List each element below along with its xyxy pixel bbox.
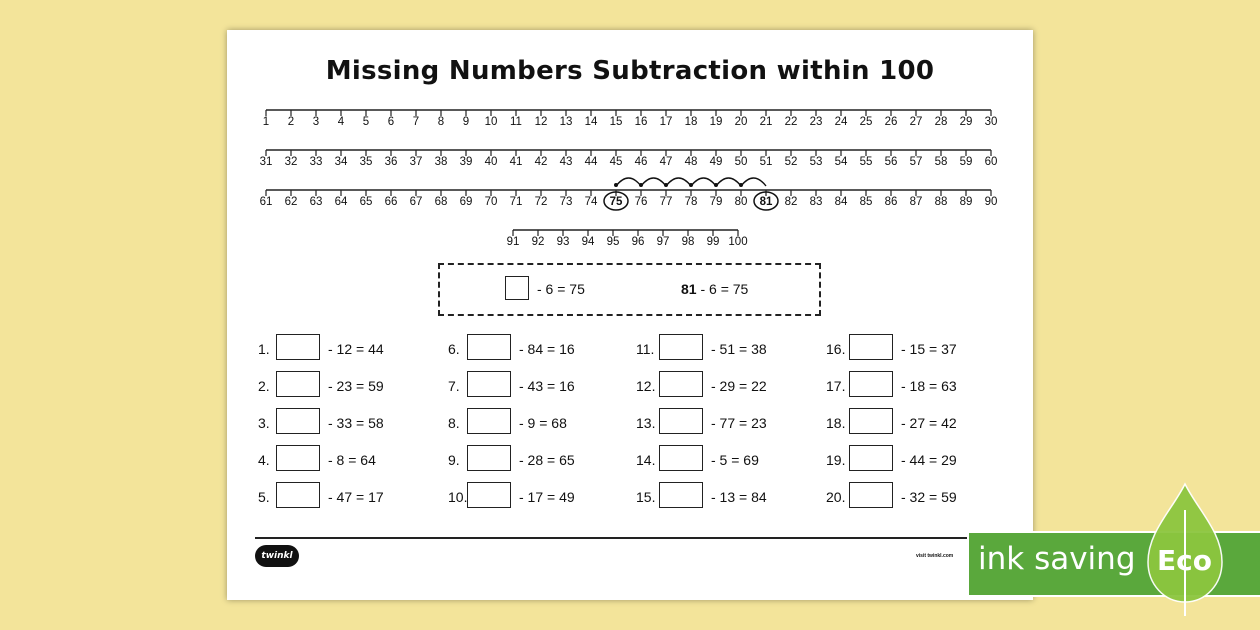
question-number: 17. (826, 378, 846, 394)
footer-divider (255, 537, 993, 539)
number-line-label: 2 (287, 116, 295, 128)
number-line-label: 44 (584, 156, 598, 168)
question-number: 3. (258, 415, 270, 431)
example-solution (681, 281, 748, 297)
answer-box[interactable] (659, 408, 703, 434)
question-equation: - 15 = 37 (901, 341, 957, 357)
hop-arrow (689, 183, 693, 187)
number-line-label: 7 (412, 116, 420, 128)
question-equation: - 8 = 64 (328, 452, 376, 468)
answer-box[interactable] (467, 371, 511, 397)
hop-arrow (739, 183, 743, 187)
number-line-label: 15 (609, 116, 623, 128)
number-line-label: 82 (784, 196, 798, 208)
footer-url: visit twinkl.com (916, 553, 954, 559)
question-equation: - 5 = 69 (711, 452, 759, 468)
number-line-label: 100 (728, 236, 748, 248)
number-line-label: 35 (359, 156, 373, 168)
number-line-label: 1 (262, 116, 270, 128)
number-line-label: 51 (759, 156, 773, 168)
answer-box[interactable] (659, 482, 703, 508)
question-number: 16. (826, 341, 846, 357)
number-line-label: 48 (684, 156, 698, 168)
answer-box[interactable] (659, 445, 703, 471)
worksheet-title: Missing Numbers Subtraction within 100 (325, 56, 935, 86)
hop-arc (616, 178, 641, 186)
answer-box[interactable] (276, 445, 320, 471)
answer-box[interactable] (849, 371, 893, 397)
number-line-label: 64 (334, 196, 348, 208)
question-number: 12. (636, 378, 656, 394)
question-equation: - 47 = 17 (328, 489, 384, 505)
number-line-label: 11 (510, 116, 522, 128)
question-equation: - 44 = 29 (901, 452, 957, 468)
answer-box[interactable] (467, 482, 511, 508)
example-solution-equation: - 6 = 75 (696, 281, 749, 297)
number-line-label: 76 (634, 196, 648, 208)
number-line-label: 84 (834, 196, 848, 208)
number-line-label: 10 (484, 116, 498, 128)
question-equation: - 32 = 59 (901, 489, 957, 505)
number-line-label: 13 (559, 116, 573, 128)
number-line-label: 81 (759, 196, 773, 208)
number-line-label: 33 (309, 156, 323, 168)
hop-arrow (639, 183, 643, 187)
answer-box[interactable] (849, 482, 893, 508)
number-line-label: 57 (909, 156, 923, 168)
hop-arrow (664, 183, 668, 187)
question-equation: - 17 = 49 (519, 489, 575, 505)
question-equation: - 33 = 58 (328, 415, 384, 431)
question-number: 5. (258, 489, 270, 505)
number-line-label: 78 (684, 196, 698, 208)
number-line-label: 85 (859, 196, 873, 208)
example-box (438, 263, 821, 316)
number-line-label: 40 (484, 156, 498, 168)
number-line-label: 66 (384, 196, 398, 208)
number-line-label: 12 (534, 116, 548, 128)
number-line-label: 53 (809, 156, 823, 168)
question-number: 14. (636, 452, 656, 468)
number-line-label: 67 (409, 196, 423, 208)
number-line-label: 17 (659, 116, 673, 128)
number-line-label: 75 (609, 196, 623, 208)
number-line-label: 20 (734, 116, 748, 128)
answer-box[interactable] (659, 371, 703, 397)
number-line-label: 46 (634, 156, 648, 168)
answer-box[interactable] (849, 445, 893, 471)
number-line-label: 60 (984, 156, 998, 168)
hop-arc (716, 178, 741, 186)
answer-box[interactable] (276, 371, 320, 397)
number-line-label: 56 (884, 156, 898, 168)
number-line-label: 21 (759, 116, 773, 128)
question-equation: - 27 = 42 (901, 415, 957, 431)
question-equation: - 43 = 16 (519, 378, 575, 394)
answer-box[interactable] (467, 334, 511, 360)
number-line-label: 72 (534, 196, 548, 208)
example-answer-box[interactable] (505, 276, 529, 300)
answer-box[interactable] (276, 334, 320, 360)
number-line-label: 34 (334, 156, 348, 168)
question-equation: - 13 = 84 (711, 489, 767, 505)
number-line-label: 94 (581, 236, 595, 248)
number-line-label: 54 (834, 156, 848, 168)
number-line-label: 99 (706, 236, 720, 248)
answer-box[interactable] (659, 334, 703, 360)
hop-arrow (714, 183, 718, 187)
number-line-label: 69 (459, 196, 473, 208)
number-line-label: 88 (934, 196, 948, 208)
number-line-label: 55 (859, 156, 873, 168)
number-line-label: 19 (709, 116, 723, 128)
question-number: 20. (826, 489, 846, 505)
question-equation: - 28 = 65 (519, 452, 575, 468)
number-line-label: 41 (509, 156, 523, 168)
number-line-label: 86 (884, 196, 898, 208)
number-line-label: 36 (384, 156, 398, 168)
number-line-label: 14 (584, 116, 598, 128)
question-equation: - 12 = 44 (328, 341, 384, 357)
answer-box[interactable] (849, 408, 893, 434)
answer-box[interactable] (849, 334, 893, 360)
question-number: 19. (826, 452, 846, 468)
eco-banner-text: ink saving (978, 541, 1136, 577)
question-number: 2. (258, 378, 270, 394)
question-number: 13. (636, 415, 656, 431)
number-line-label: 30 (984, 116, 998, 128)
example-equation: - 6 = 75 (537, 281, 585, 297)
number-line-label: 74 (584, 196, 598, 208)
number-line-label: 29 (959, 116, 973, 128)
question-number: 7. (448, 378, 460, 394)
question-equation: - 51 = 38 (711, 341, 767, 357)
number-line-label: 61 (259, 196, 273, 208)
number-line-label: 89 (959, 196, 973, 208)
hop-arc (666, 178, 691, 186)
number-line-label: 49 (709, 156, 723, 168)
number-line-label: 83 (809, 196, 823, 208)
number-line-label: 45 (609, 156, 623, 168)
number-line-label: 32 (284, 156, 298, 168)
number-line-label: 47 (659, 156, 673, 168)
number-line-label: 43 (559, 156, 573, 168)
question-number: 18. (826, 415, 846, 431)
hop-arc (641, 178, 666, 186)
question-equation: - 77 = 23 (711, 415, 767, 431)
number-line-label: 28 (934, 116, 948, 128)
hop-arc (741, 178, 766, 186)
question-number: 11. (636, 341, 655, 357)
question-equation: - 9 = 68 (519, 415, 567, 431)
number-line-label: 97 (656, 236, 670, 248)
number-line-label: 62 (284, 196, 298, 208)
question-number: 15. (636, 489, 656, 505)
eco-label: Eco (1157, 544, 1212, 577)
answer-box[interactable] (467, 408, 511, 434)
number-line-label: 39 (459, 156, 473, 168)
number-line-label: 98 (681, 236, 695, 248)
number-line-label: 6 (387, 116, 395, 128)
number-line-label: 52 (784, 156, 798, 168)
question-number: 8. (448, 415, 460, 431)
number-line-label: 93 (556, 236, 570, 248)
number-line-label: 90 (984, 196, 998, 208)
number-line-label: 59 (959, 156, 973, 168)
number-line-label: 95 (606, 236, 620, 248)
question-equation: - 29 = 22 (711, 378, 767, 394)
number-line-label: 26 (884, 116, 898, 128)
question-number: 10. (448, 489, 468, 505)
number-line-label: 79 (709, 196, 723, 208)
number-line-label: 24 (834, 116, 848, 128)
number-line-label: 5 (362, 116, 370, 128)
number-line-label: 42 (534, 156, 548, 168)
question-equation: - 23 = 59 (328, 378, 384, 394)
number-line-label: 96 (631, 236, 645, 248)
number-line-label: 3 (312, 116, 320, 128)
question-number: 6. (448, 341, 460, 357)
number-line-label: 22 (784, 116, 798, 128)
question-number: 9. (448, 452, 460, 468)
hop-arc (691, 178, 716, 186)
question-equation: - 18 = 63 (901, 378, 957, 394)
number-line-label: 31 (259, 156, 273, 168)
number-line-label: 16 (634, 116, 648, 128)
number-line-label: 4 (337, 116, 345, 128)
number-line-label: 50 (734, 156, 748, 168)
number-line-label: 68 (434, 196, 448, 208)
number-line-label: 70 (484, 196, 498, 208)
number-line-label: 77 (659, 196, 673, 208)
number-line-label: 65 (359, 196, 373, 208)
number-line-label: 73 (559, 196, 573, 208)
number-line-label: 18 (684, 116, 698, 128)
question-number: 4. (258, 452, 270, 468)
number-line-label: 37 (409, 156, 423, 168)
number-line-label: 38 (434, 156, 448, 168)
number-line-label: 25 (859, 116, 873, 128)
number-line-label: 87 (909, 196, 923, 208)
question-number: 1. (258, 341, 270, 357)
answer-box[interactable] (276, 408, 320, 434)
example-answer: 81 (681, 281, 697, 297)
twinkl-logo: twinkl (255, 545, 299, 567)
number-line-label: 23 (809, 116, 823, 128)
number-line-label: 71 (509, 196, 523, 208)
hop-arrow (614, 183, 618, 187)
number-line-label: 92 (531, 236, 545, 248)
question-equation: - 84 = 16 (519, 341, 575, 357)
answer-box[interactable] (276, 482, 320, 508)
number-line-label: 58 (934, 156, 948, 168)
number-line-label: 91 (506, 236, 520, 248)
number-line-label: 9 (462, 116, 470, 128)
answer-box[interactable] (467, 445, 511, 471)
number-line-label: 8 (437, 116, 445, 128)
number-line-label: 27 (909, 116, 923, 128)
number-line-label: 63 (309, 196, 323, 208)
number-line-label: 80 (734, 196, 748, 208)
